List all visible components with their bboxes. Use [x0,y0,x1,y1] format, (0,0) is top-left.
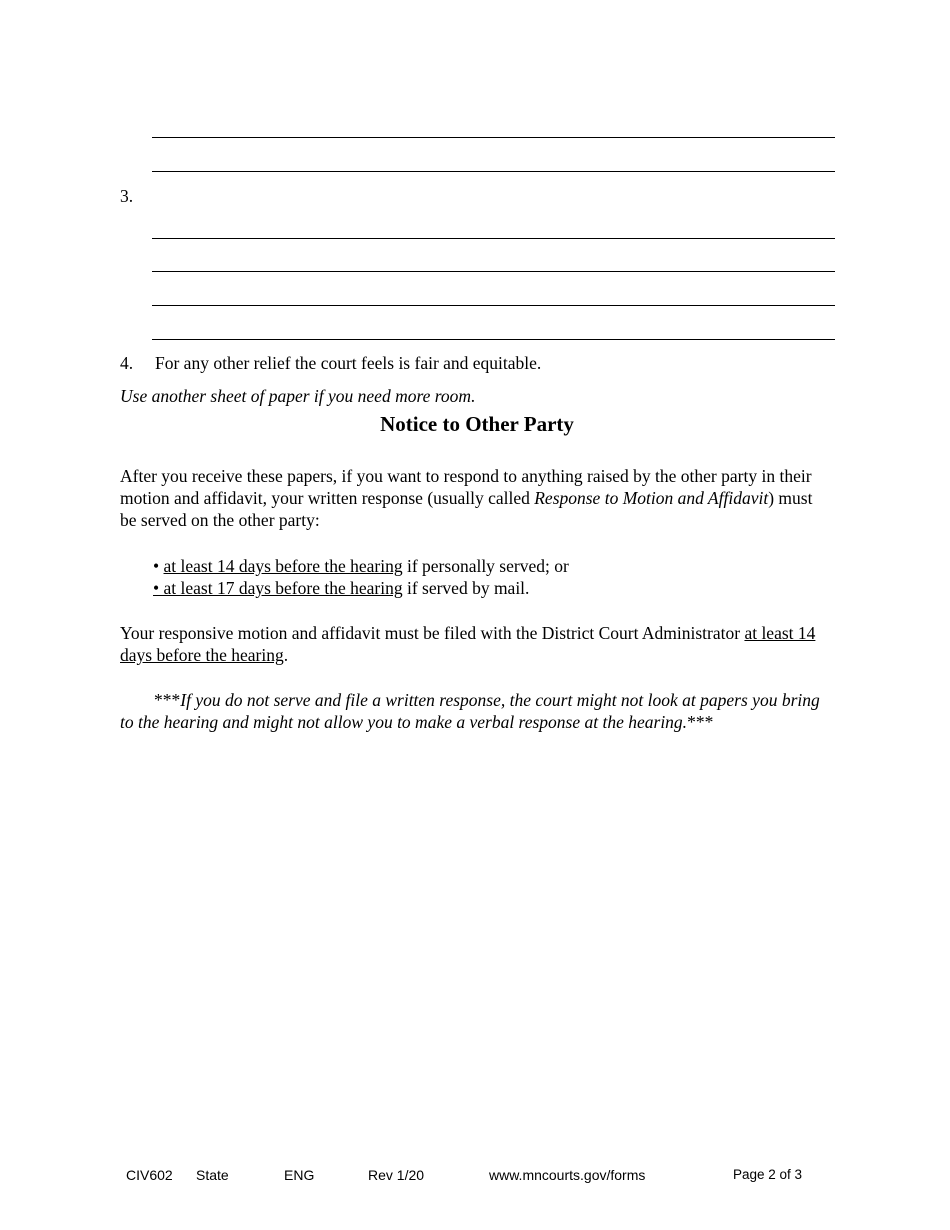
response-form-name: Response to Motion and Affidavit [534,488,769,508]
warning-stars: *** [154,690,181,710]
item-3-number: 3. [120,186,134,206]
paragraph-text: . [283,645,289,665]
warning-text: If you do not serve and file a written response, the court might not look at papers you bring to the hearing and might not allow you to make a verbal response at the hearing. [120,690,820,732]
item-4-number: 4. [120,353,134,373]
more-room-note: Use another sheet of paper if you need more room. [120,386,476,406]
notice-paragraph-2 [120,622,832,666]
paragraph-text: After you receive these papers, if you want to respond to anything raised by the other party in their motion and affidavit, your written response (usually called [120,466,812,508]
deadline-17-days: • at least 17 days before the hearing [153,578,403,598]
deadline-14-days: at least 14 days before the hearing [163,556,403,576]
footer-revision: Rev 1/20 [368,1167,425,1183]
filing-deadline: at least 14 days before the hearing [120,623,816,665]
bullet-served-by-mail [153,577,529,599]
bullet-text: if personally served; or [402,556,569,576]
answer-line [152,271,835,272]
footer-form-id: CIV602 [126,1167,173,1183]
footer-language: ENG [284,1167,315,1183]
footer-category: State [196,1167,229,1183]
warning-stars: *** [687,712,714,732]
answer-line [152,305,835,306]
bullet-text: if served by mail. [402,578,530,598]
bullet-personally-served: • at least 14 days before the hearing if personally served; or [153,556,569,576]
answer-line [152,238,835,239]
answer-line [152,171,835,172]
warning-paragraph [120,689,832,733]
answer-line [152,137,835,138]
footer-page-number: Page 2 of 3 [733,1167,803,1182]
paragraph-text: ) must be served on the other party: [120,488,813,530]
notice-paragraph-1 [120,465,832,531]
item-4-text: For any other relief the court feels is fair and equitable. [155,353,542,373]
notice-title: Notice to Other Party [380,412,574,436]
paragraph-text: Your responsive motion and affidavit must be filed with the District Court Administrator [120,623,745,643]
footer-url: www.mncourts.gov/forms [489,1167,646,1183]
answer-line [152,339,835,340]
